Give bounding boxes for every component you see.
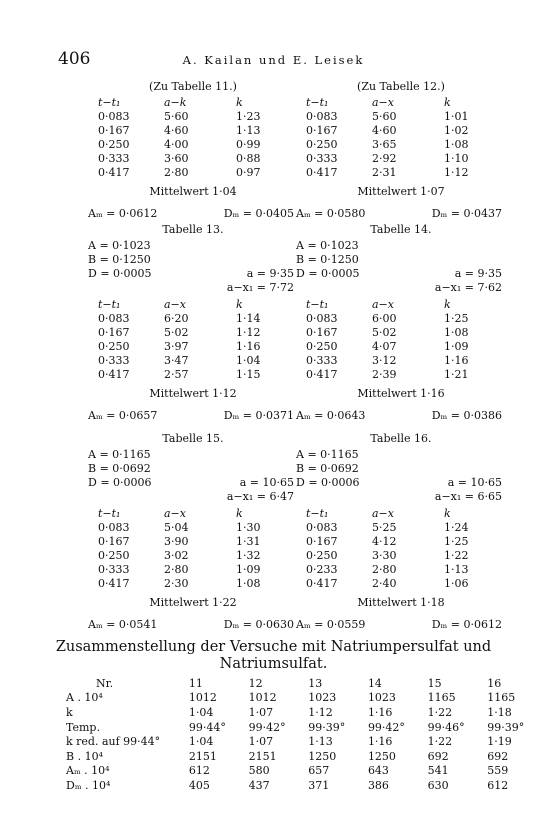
- summary-cell: 1·22: [427, 705, 453, 719]
- summary-title-line-1: Zusammenstellung der Versuche mit Natriumpersulfat und: [55, 639, 492, 655]
- table-cell: 4·07: [372, 339, 397, 353]
- mean-values: [296, 207, 506, 220]
- parameter-line: [88, 239, 298, 253]
- table-cell: 0·333: [306, 353, 338, 367]
- table-cell: 1·31: [236, 534, 261, 548]
- summary-cell: 559: [487, 764, 509, 778]
- summary-cell: 580: [248, 764, 270, 778]
- table-row: [296, 165, 494, 179]
- column-header: a−k: [164, 95, 187, 109]
- summary-cell: 1·19: [487, 735, 512, 749]
- data-table: [88, 506, 286, 590]
- table-row: [88, 562, 286, 576]
- table-cell: 0·88: [236, 151, 261, 165]
- column-header: a−x: [372, 95, 394, 109]
- table-row: [296, 109, 494, 123]
- table-title: Tabelle 13.: [162, 223, 224, 236]
- table-cell: 3·30: [372, 548, 397, 562]
- column-header: t−t₁: [306, 297, 329, 311]
- table-row: [296, 367, 494, 381]
- summary-cell: 99·44°: [188, 720, 226, 734]
- table-block: [88, 432, 298, 631]
- parameter-line: a−x₁ = 6·47: [226, 490, 294, 503]
- summary-cell: 386: [367, 778, 389, 792]
- mittelwert: Mittelwert 1·22: [149, 596, 237, 609]
- table-cell: 1·13: [236, 123, 261, 137]
- summary-cell: 1·12: [308, 705, 333, 719]
- summary-row-label: k: [66, 705, 73, 719]
- mittelwert: Mittelwert 1·04: [149, 185, 237, 198]
- table-cell: 1·12: [444, 165, 469, 179]
- summary-cell: 1·18: [487, 705, 512, 719]
- table-cell: 3·97: [164, 339, 189, 353]
- d-mean: Dₘ = 0·0371: [223, 409, 294, 422]
- table-cell: 1·06: [444, 576, 469, 590]
- column-header: k: [236, 506, 243, 520]
- parameter-value: B = 0·1250: [296, 253, 359, 266]
- table-cell: 2·40: [372, 576, 397, 590]
- column-header: k: [236, 95, 243, 109]
- parameter-line: [296, 267, 506, 281]
- summary-row: [66, 778, 547, 793]
- table-row: [88, 137, 286, 151]
- table-cell: 1·09: [444, 339, 469, 353]
- table-block: [296, 432, 506, 631]
- column-header: t−t₁: [98, 506, 121, 520]
- table-row: [88, 548, 286, 562]
- table-cell: 1·02: [444, 123, 469, 137]
- table-cell: 0·233: [306, 562, 338, 576]
- summary-cell: 612: [487, 778, 509, 792]
- summary-cell: 1·16: [367, 735, 393, 749]
- table-cell: 0·083: [306, 109, 338, 123]
- table-cell: 1·08: [236, 576, 261, 590]
- summary-cell: 437: [248, 778, 270, 792]
- table-cell: 0·167: [98, 123, 130, 137]
- parameter-line: [296, 462, 506, 476]
- table-cell: 1·16: [444, 353, 469, 367]
- column-header: k: [236, 297, 243, 311]
- summary-row: [66, 749, 547, 764]
- table-cell: 0·250: [98, 548, 130, 562]
- table-block: [88, 223, 298, 422]
- table-cell: 0·417: [98, 367, 130, 381]
- summary-cell: 1·07: [248, 735, 274, 749]
- column-header: t−t₁: [306, 506, 329, 520]
- table-cell: 0·250: [98, 137, 130, 151]
- table-cell: 4·12: [372, 534, 397, 548]
- data-table: [296, 506, 494, 590]
- table-block: [88, 80, 298, 220]
- table-cell: 0·167: [306, 534, 338, 548]
- table-cell: 4·60: [372, 123, 397, 137]
- table-row: [296, 311, 494, 325]
- table-cell: 0·167: [306, 325, 338, 339]
- summary-row-label: A . 10⁴: [66, 691, 103, 705]
- table-header-row: [88, 506, 286, 520]
- table-cell: 2·80: [372, 562, 397, 576]
- table-row: [296, 151, 494, 165]
- table-cell: 0·417: [98, 576, 130, 590]
- summary-cell: 1023: [308, 691, 337, 705]
- table-cell: 0·333: [98, 151, 130, 165]
- table-header-row: [296, 297, 494, 311]
- table-cell: 1·24: [444, 520, 469, 534]
- d-mean: Dₘ = 0·0612: [431, 618, 502, 631]
- summary-cell: 1250: [367, 749, 396, 763]
- table-cell: 0·083: [98, 520, 130, 534]
- summary-cell: 1·13: [308, 735, 333, 749]
- table-cell: 2·31: [372, 165, 397, 179]
- summary-column-header: 12: [248, 676, 263, 690]
- table-cell: 1·25: [444, 311, 469, 325]
- summary-cell: 657: [308, 764, 330, 778]
- table-cell: 1·30: [236, 520, 261, 534]
- table-header-row: [88, 297, 286, 311]
- table-row: [88, 520, 286, 534]
- table-row: [296, 576, 494, 590]
- parameter-line: [88, 476, 298, 490]
- data-table: [88, 297, 286, 381]
- table-cell: 5·60: [372, 109, 397, 123]
- parameter-value: B = 0·1250: [88, 253, 151, 266]
- table-cell: 1·08: [444, 325, 469, 339]
- summary-cell: 612: [188, 764, 210, 778]
- column-header: k: [444, 506, 451, 520]
- parameter-value: a = 9·35: [246, 267, 294, 280]
- summary-cell: 1165: [487, 691, 516, 705]
- a-mean: Aₘ = 0·0657: [88, 409, 158, 422]
- table-row: [296, 548, 494, 562]
- column-header: k: [444, 297, 451, 311]
- parameter-line: [296, 239, 506, 253]
- table-cell: 0·083: [98, 311, 130, 325]
- table-row: [88, 576, 286, 590]
- summary-cell: 99·42°: [248, 720, 286, 734]
- table-cell: 3·90: [164, 534, 189, 548]
- table-row: [296, 534, 494, 548]
- parameter-value: D = 0·0005: [88, 267, 152, 280]
- summary-cell: 405: [188, 778, 210, 792]
- table-row: [296, 353, 494, 367]
- summary-column-header: Nr.: [96, 676, 114, 690]
- column-header: a−x: [164, 297, 186, 311]
- parameter-line: [296, 448, 506, 462]
- table-row: [88, 367, 286, 381]
- table-title: Tabelle 14.: [370, 223, 432, 236]
- table-block: [296, 80, 506, 220]
- parameter-value: A = 0·1165: [296, 448, 359, 461]
- summary-cell: 1·07: [248, 705, 274, 719]
- table-cell: 0·417: [306, 576, 338, 590]
- table-cell: 2·57: [164, 367, 189, 381]
- running-title: A. Kailan und E. Leisek: [182, 53, 365, 67]
- table-cell: 6·00: [372, 311, 397, 325]
- parameter-value: A = 0·1165: [88, 448, 151, 461]
- summary-cell: 1250: [308, 749, 337, 763]
- summary-title: [0, 639, 547, 673]
- mean-values: [88, 409, 298, 422]
- parameter-line: [88, 253, 298, 267]
- summary-cell: 99·39°: [308, 720, 346, 734]
- table-row: [296, 325, 494, 339]
- parameter-value: a = 10·65: [239, 476, 294, 489]
- table-parameters: [296, 448, 506, 504]
- summary-column-header: 15: [427, 676, 442, 690]
- mittelwert: Mittelwert 1·12: [149, 387, 237, 400]
- summary-row: [66, 720, 547, 735]
- summary-row: [66, 691, 547, 706]
- a-mean: Aₘ = 0·0612: [88, 207, 158, 220]
- table-row: [88, 109, 286, 123]
- table-cell: 4·00: [164, 137, 189, 151]
- parameter-value: D = 0·0005: [296, 267, 360, 280]
- table-row: [88, 123, 286, 137]
- summary-cell: 1·04: [188, 705, 214, 719]
- summary-row: [66, 734, 547, 749]
- summary-row-label: Dₘ . 10⁴: [66, 778, 111, 792]
- parameter-line: [88, 448, 298, 462]
- summary-cell: 643: [367, 764, 389, 778]
- table-row: [88, 353, 286, 367]
- summary-column-header: 11: [188, 676, 203, 690]
- summary-cell: 1012: [248, 691, 277, 705]
- parameter-value: D = 0·0006: [296, 476, 360, 489]
- summary-column-header: 16: [487, 676, 502, 690]
- parameter-line: [296, 476, 506, 490]
- d-mean: Dₘ = 0·0405: [223, 207, 294, 220]
- summary-cell: 1·22: [427, 735, 453, 749]
- table-cell: 4·60: [164, 123, 189, 137]
- summary-cell: 2151: [188, 749, 217, 763]
- page-number: 406: [58, 49, 91, 69]
- summary-cell: 692: [427, 749, 449, 763]
- parameter-line: a−x₁ = 6·65: [434, 490, 502, 503]
- table-cell: 0·417: [306, 367, 338, 381]
- table-cell: 3·47: [164, 353, 189, 367]
- table-cell: 0·417: [306, 165, 338, 179]
- table-header-row: [88, 95, 286, 109]
- summary-cell: 1·16: [367, 705, 393, 719]
- table-cell: 0·167: [98, 534, 130, 548]
- table-cell: 0·250: [306, 548, 338, 562]
- table-cell: 1·16: [236, 339, 261, 353]
- table-cell: 1·14: [236, 311, 261, 325]
- parameter-line: a−x₁ = 7·72: [226, 281, 294, 294]
- table-cell: 0·083: [306, 520, 338, 534]
- table-header-row: [296, 95, 494, 109]
- table-row: [296, 123, 494, 137]
- table-row: [88, 165, 286, 179]
- table-cell: 2·92: [372, 151, 397, 165]
- summary-header-row: [66, 676, 547, 691]
- mean-values: [296, 618, 506, 631]
- column-header: t−t₁: [306, 95, 329, 109]
- table-row: [88, 151, 286, 165]
- table-parameters: [296, 239, 506, 295]
- summary-row: [66, 764, 547, 779]
- summary-row-label: k red. auf 99·44°: [66, 735, 161, 749]
- parameter-value: a = 9·35: [454, 267, 502, 280]
- table-block: [296, 223, 506, 422]
- a-mean: Aₘ = 0·0559: [296, 618, 366, 631]
- summary-cell: 1023: [367, 691, 396, 705]
- table-row: [88, 339, 286, 353]
- table-cell: 2·80: [164, 562, 189, 576]
- parameter-value: B = 0·0692: [296, 462, 359, 475]
- column-header: k: [444, 95, 451, 109]
- table-cell: 1·22: [444, 548, 469, 562]
- mittelwert: Mittelwert 1·07: [357, 185, 445, 198]
- table-row: [88, 325, 286, 339]
- parameter-value: A = 0·1023: [296, 239, 359, 252]
- table-cell: 1·09: [236, 562, 261, 576]
- mittelwert: Mittelwert 1·16: [357, 387, 445, 400]
- table-row: [296, 339, 494, 353]
- table-cell: 3·02: [164, 548, 189, 562]
- parameter-line: [296, 253, 506, 267]
- mean-values: [88, 207, 298, 220]
- table-cell: 3·12: [372, 353, 397, 367]
- table-cell: 1·10: [444, 151, 469, 165]
- table-cell: 0·97: [236, 165, 261, 179]
- summary-cell: 541: [427, 764, 449, 778]
- table-cell: 5·04: [164, 520, 189, 534]
- column-header: a−x: [164, 506, 186, 520]
- table-row: [296, 137, 494, 151]
- parameter-value: D = 0·0006: [88, 476, 152, 489]
- table-cell: 1·25: [444, 534, 469, 548]
- table-cell: 2·39: [372, 367, 397, 381]
- summary-title-line-2: Natriumsulfat.: [219, 656, 328, 672]
- table-cell: 1·01: [444, 109, 469, 123]
- table-cell: 0·250: [306, 137, 338, 151]
- table-cell: 0·333: [98, 353, 130, 367]
- table-title: Tabelle 15.: [162, 432, 224, 445]
- summary-row-label: B . 10⁴: [66, 749, 103, 763]
- table-cell: 0·333: [306, 151, 338, 165]
- column-header: t−t₁: [98, 95, 121, 109]
- summary-cell: 692: [487, 749, 509, 763]
- d-mean: Dₘ = 0·0437: [431, 207, 502, 220]
- summary-cell: 99·42°: [367, 720, 405, 734]
- table-cell: 1·12: [236, 325, 261, 339]
- d-mean: Dₘ = 0·0630: [223, 618, 294, 631]
- summary-row-label: Aₘ . 10⁴: [66, 764, 110, 778]
- summary-cell: 1012: [188, 691, 217, 705]
- parameter-value: a = 10·65: [447, 476, 502, 489]
- table-cell: 0·250: [306, 339, 338, 353]
- table-cell: 0·083: [98, 109, 130, 123]
- table-title: (Zu Tabelle 11.): [149, 80, 237, 93]
- table-cell: 1·15: [236, 367, 261, 381]
- summary-row: [66, 705, 547, 720]
- column-header: t−t₁: [98, 297, 121, 311]
- summary-table: [66, 676, 547, 793]
- table-cell: 0·167: [306, 123, 338, 137]
- summary-cell: 630: [427, 778, 449, 792]
- data-table: [296, 297, 494, 381]
- summary-cell: 99·46°: [427, 720, 465, 734]
- summary-column-header: 13: [308, 676, 323, 690]
- d-mean: Dₘ = 0·0386: [431, 409, 502, 422]
- a-mean: Aₘ = 0·0580: [296, 207, 366, 220]
- data-table: [88, 95, 286, 179]
- table-cell: 0·99: [236, 137, 261, 151]
- table-cell: 5·60: [164, 109, 189, 123]
- table-cell: 0·333: [98, 562, 130, 576]
- table-cell: 0·083: [306, 311, 338, 325]
- table-cell: 3·60: [164, 151, 189, 165]
- mean-values: [296, 409, 506, 422]
- mittelwert: Mittelwert 1·18: [357, 596, 445, 609]
- table-cell: 5·02: [164, 325, 189, 339]
- mean-values: [88, 618, 298, 631]
- a-mean: Aₘ = 0·0643: [296, 409, 366, 422]
- table-row: [88, 311, 286, 325]
- table-cell: 1·13: [444, 562, 469, 576]
- table-title: (Zu Tabelle 12.): [357, 80, 445, 93]
- table-row: [296, 520, 494, 534]
- parameter-value: A = 0·1023: [88, 239, 151, 252]
- table-cell: 0·250: [98, 339, 130, 353]
- table-cell: 0·417: [98, 165, 130, 179]
- summary-cell: 2151: [248, 749, 277, 763]
- table-parameters: [88, 448, 298, 504]
- summary-cell: 371: [308, 778, 330, 792]
- table-cell: 5·02: [372, 325, 397, 339]
- table-cell: 3·65: [372, 137, 397, 151]
- a-mean: Aₘ = 0·0541: [88, 618, 158, 631]
- parameter-line: [88, 462, 298, 476]
- table-row: [296, 562, 494, 576]
- data-table: [296, 95, 494, 179]
- parameter-value: B = 0·0692: [88, 462, 151, 475]
- table-cell: 1·32: [236, 548, 261, 562]
- table-cell: 5·25: [372, 520, 397, 534]
- table-row: [88, 534, 286, 548]
- table-cell: 2·80: [164, 165, 189, 179]
- table-cell: 1·08: [444, 137, 469, 151]
- table-cell: 1·21: [444, 367, 469, 381]
- table-cell: 2·30: [164, 576, 189, 590]
- column-header: a−x: [372, 297, 394, 311]
- table-title: Tabelle 16.: [370, 432, 432, 445]
- summary-row-label: Temp.: [66, 720, 100, 734]
- table-cell: 1·23: [236, 109, 261, 123]
- parameter-line: a−x₁ = 7·62: [434, 281, 502, 294]
- parameter-line: [88, 267, 298, 281]
- table-cell: 0·167: [98, 325, 130, 339]
- summary-cell: 1·04: [188, 735, 214, 749]
- table-header-row: [296, 506, 494, 520]
- table-cell: 6·20: [164, 311, 189, 325]
- summary-cell: 99·39°: [487, 720, 525, 734]
- table-parameters: [88, 239, 298, 295]
- summary-cell: 1165: [427, 691, 456, 705]
- table-cell: 1·04: [236, 353, 261, 367]
- column-header: a−x: [372, 506, 394, 520]
- summary-column-header: 14: [367, 676, 382, 690]
